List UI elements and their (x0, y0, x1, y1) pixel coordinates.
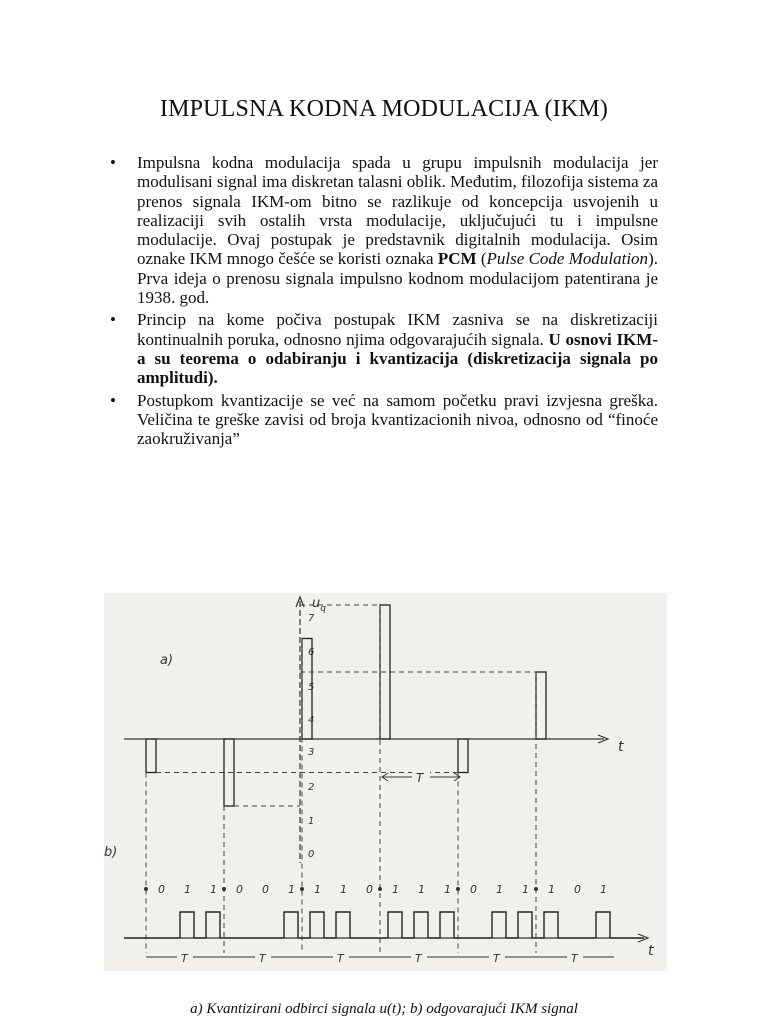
code-bit-label: 1 (522, 883, 529, 896)
y-axis-label: $u_q$ (312, 596, 326, 614)
time-label-b: t (648, 943, 654, 959)
quantized-samples (146, 605, 546, 953)
group-separator-dot (144, 887, 148, 891)
group-separator-dot (534, 887, 538, 891)
bullet-paragraph (137, 310, 658, 387)
code-bit-label: 0 (574, 883, 581, 896)
paragraph-text: Impulsna kodna modulacija spada u grupu impulsnih modulacija jer modulisani signal ima diskretan talasni oblik. Međutim, filozofija sistema za prenos signala IKM-om bitno se razlikuje od koncepcija usvojenih u realizaciji svih ostalih vrsta modulacije, uključujući tu i impulsne modulacije. Ovaj postupak je predstavnik digitalnih modulacija. Osim oznake IKM mnogo češće se koristi oznaka (137, 153, 658, 269)
level-label: 2 (308, 782, 315, 793)
bold-statement: U osnovi IKM-a su teorema o odabiranju i kvantizacija (diskretizacija signala po amplitudi). (137, 329, 658, 388)
period-label: T (337, 952, 344, 965)
period-label: T (259, 952, 266, 965)
period-label: T (571, 952, 578, 965)
level-label: 1 (308, 816, 315, 827)
code-bit-label: 0 (470, 883, 477, 896)
code-bit-label: 1 (288, 883, 295, 896)
italic-term: Pulse Code Modulation (486, 249, 649, 269)
bullet-item (108, 153, 658, 307)
paragraph-text: ). Prva ideja o prenosu signala impulsno kodnom modulacijom patentirana je 1938. god. (137, 249, 658, 308)
period-label: T (181, 952, 188, 965)
code-bit-label: 1 (548, 883, 555, 896)
label-b: b) (104, 845, 118, 860)
bullet-marker: • (110, 153, 116, 172)
code-bits (144, 883, 607, 896)
bullet-list (108, 153, 658, 451)
code-bit-label: 1 (600, 883, 607, 896)
period-label: T (415, 952, 422, 965)
paragraph-text: Postupkom kvantizacije se već na samom početku pravi izvjesna greška. Veličina te greške zavisi od broja kvantizacionih nivoa, odnosno od “finoće zaokruživanja” (137, 390, 658, 449)
code-bit-label: 0 (366, 883, 373, 896)
code-bit-label: 1 (444, 883, 451, 896)
figure-caption: a) Kvantizirani odbirci signala u(t); b) odgovarajući IKM signal (190, 1001, 578, 1017)
period-markers-b (146, 950, 614, 965)
code-bit-label: 1 (496, 883, 503, 896)
code-bit-label: 0 (158, 883, 165, 896)
label-a: a) (160, 653, 174, 668)
time-label-a: t (618, 739, 624, 755)
period-label-a: T (416, 771, 424, 785)
code-bit-label: 1 (314, 883, 321, 896)
level-label: 7 (308, 613, 315, 624)
sample-pulse (146, 739, 156, 773)
group-separator-dot (456, 887, 460, 891)
level-label: 4 (308, 715, 315, 726)
pcm-figure (104, 593, 667, 971)
group-separator-dot (300, 887, 304, 891)
paragraph-text: ( (476, 249, 487, 269)
period-label: T (493, 952, 500, 965)
level-label: 6 (308, 647, 315, 658)
pcm-waveform (124, 912, 644, 938)
code-bit-label: 1 (340, 883, 347, 896)
sample-pulse (536, 672, 546, 739)
bullet-paragraph (137, 391, 658, 449)
bullet-marker: • (110, 390, 116, 410)
bullet-item (108, 391, 658, 449)
code-bit-label: 1 (184, 883, 191, 896)
paragraph-text: Princip na kome počiva postupak IKM zasniva se na diskretizaciji kontinualnih poruka, odnosno njima odgovarajućih signala. (137, 310, 658, 349)
code-bit-label: 0 (236, 883, 243, 896)
group-separator-dot (378, 887, 382, 891)
level-label: 3 (308, 747, 315, 758)
pcm-diagram (104, 593, 667, 971)
bold-term: PCM (437, 249, 477, 269)
code-bit-label: 1 (210, 883, 217, 896)
bullet-item (108, 310, 658, 387)
code-bit-label: 1 (418, 883, 425, 896)
code-bit-label: 0 (262, 883, 269, 896)
page-title: IMPULSNA KODNA MODULACIJA (IKM) (159, 96, 609, 122)
bullet-paragraph (137, 153, 658, 307)
level-label: 5 (308, 682, 315, 693)
code-bit-label: 1 (392, 883, 399, 896)
bullet-marker: • (110, 310, 116, 330)
sample-pulse (458, 739, 468, 773)
pcm-signal (124, 912, 644, 938)
level-label: 0 (308, 849, 315, 860)
group-separator-dot (222, 887, 226, 891)
